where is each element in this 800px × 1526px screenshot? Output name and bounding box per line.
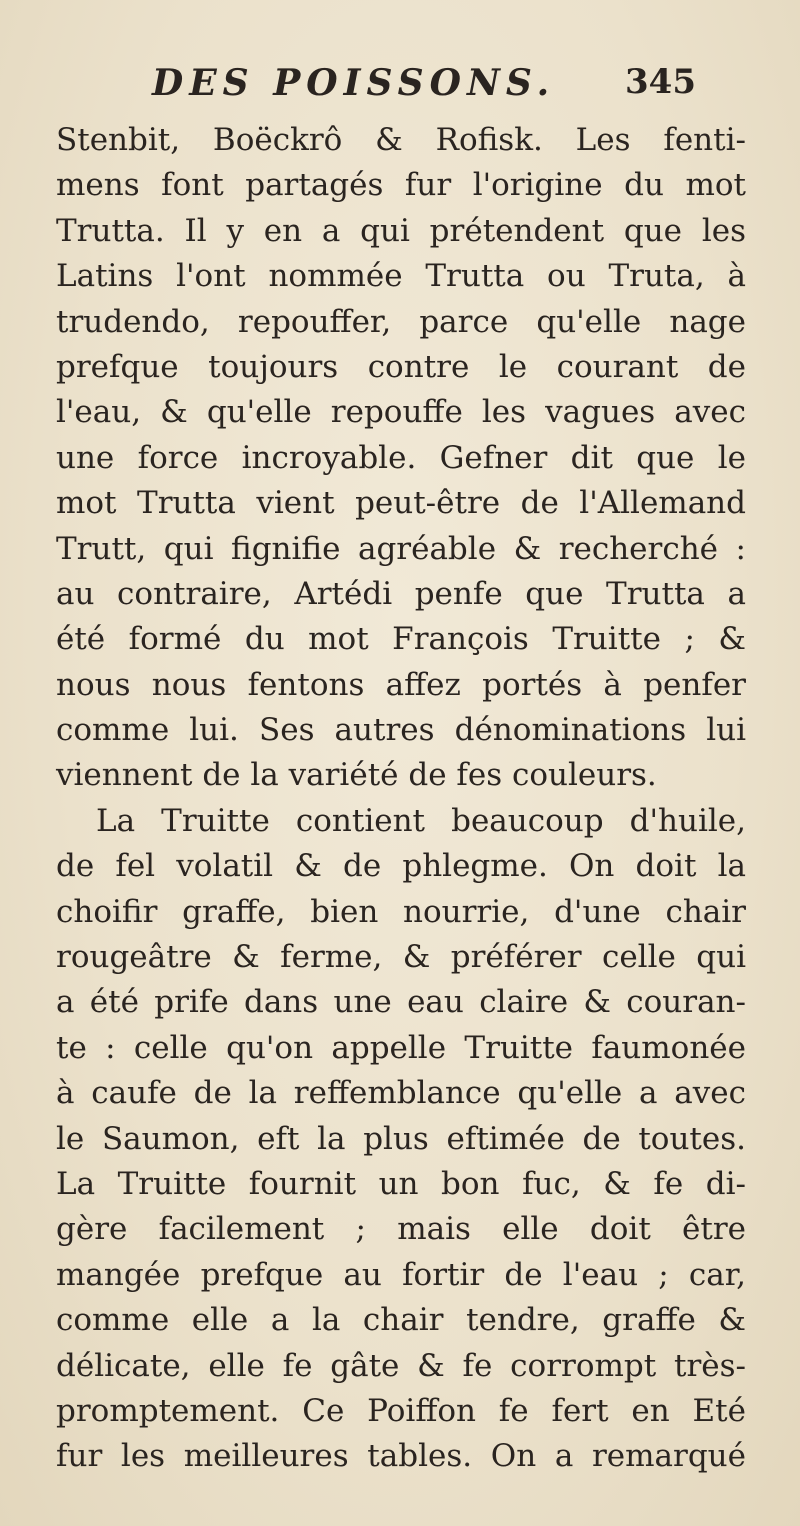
page-header	[140, 62, 700, 110]
paragraph-start-line: La Truitte contient beaucoup d'huile,	[96, 802, 746, 839]
text-line: l'eau, & qu'elle repouffe les vagues avec	[56, 394, 746, 431]
text-line: viennent de la variété de fes couleurs.	[56, 757, 657, 794]
text-line: mangée prefque au fortir de l'eau ; car,	[56, 1256, 746, 1293]
body-text	[56, 118, 746, 1480]
text-line: Stenbit, Boëckrô & Rofisk. Les fenti-	[56, 122, 746, 158]
text-line: délicate, elle fe gâte & fe corrompt très-	[56, 1347, 746, 1384]
text-line: a été prife dans une eau claire & couran-	[56, 984, 746, 1021]
text-line: nous nous fentons affez portés à penfer	[56, 666, 746, 703]
text-line: trudendo, repouffer, parce qu'elle nage	[56, 303, 746, 340]
text-line: mot Trutta vient peut-être de l'Allemand	[56, 485, 746, 522]
text-line: prefque toujours contre le courant de	[56, 348, 746, 385]
text-line: te : celle qu'on appelle Truitte faumonée	[56, 1029, 746, 1066]
text-line: à caufe de la reffemblance qu'elle a avec	[56, 1075, 746, 1112]
text-line: fur les meilleures tables. On a remarqué	[56, 1438, 746, 1475]
text-line: comme lui. Ses autres dénominations lui	[56, 712, 746, 749]
running-head: DES POISSONS.	[152, 62, 556, 104]
text-line: le Saumon, eft la plus eftimée de toutes.	[56, 1120, 746, 1157]
text-line: Latins l'ont nommée Trutta ou Truta, à	[56, 258, 746, 295]
text-line: La Truitte fournit un bon fuc, & fe di-	[56, 1165, 746, 1202]
text-line: mens font partagés fur l'origine du mot	[56, 167, 746, 204]
text-line: comme elle a la chair tendre, graffe &	[56, 1302, 746, 1339]
text-line: Trutt, qui fignifie agréable & recherché :	[56, 530, 746, 567]
text-line: au contraire, Artédi penfe que Trutta a	[56, 575, 746, 612]
text-line: promptement. Ce Poiffon fe fert en Eté	[56, 1392, 746, 1429]
text-line: Trutta. Il y en a qui prétendent que les	[56, 212, 746, 249]
text-line: été formé du mot François Truitte ; &	[56, 621, 746, 658]
page-number: 345	[625, 62, 696, 102]
text-line: gère facilement ; mais elle doit être	[56, 1211, 746, 1248]
text-line: choifir graffe, bien nourrie, d'une chair	[56, 893, 746, 930]
text-line: une force incroyable. Gefner dit que le	[56, 439, 746, 476]
text-line: de fel volatil & de phlegme. On doit la	[56, 848, 746, 885]
text-line: rougeâtre & ferme, & préférer celle qui	[56, 939, 746, 976]
